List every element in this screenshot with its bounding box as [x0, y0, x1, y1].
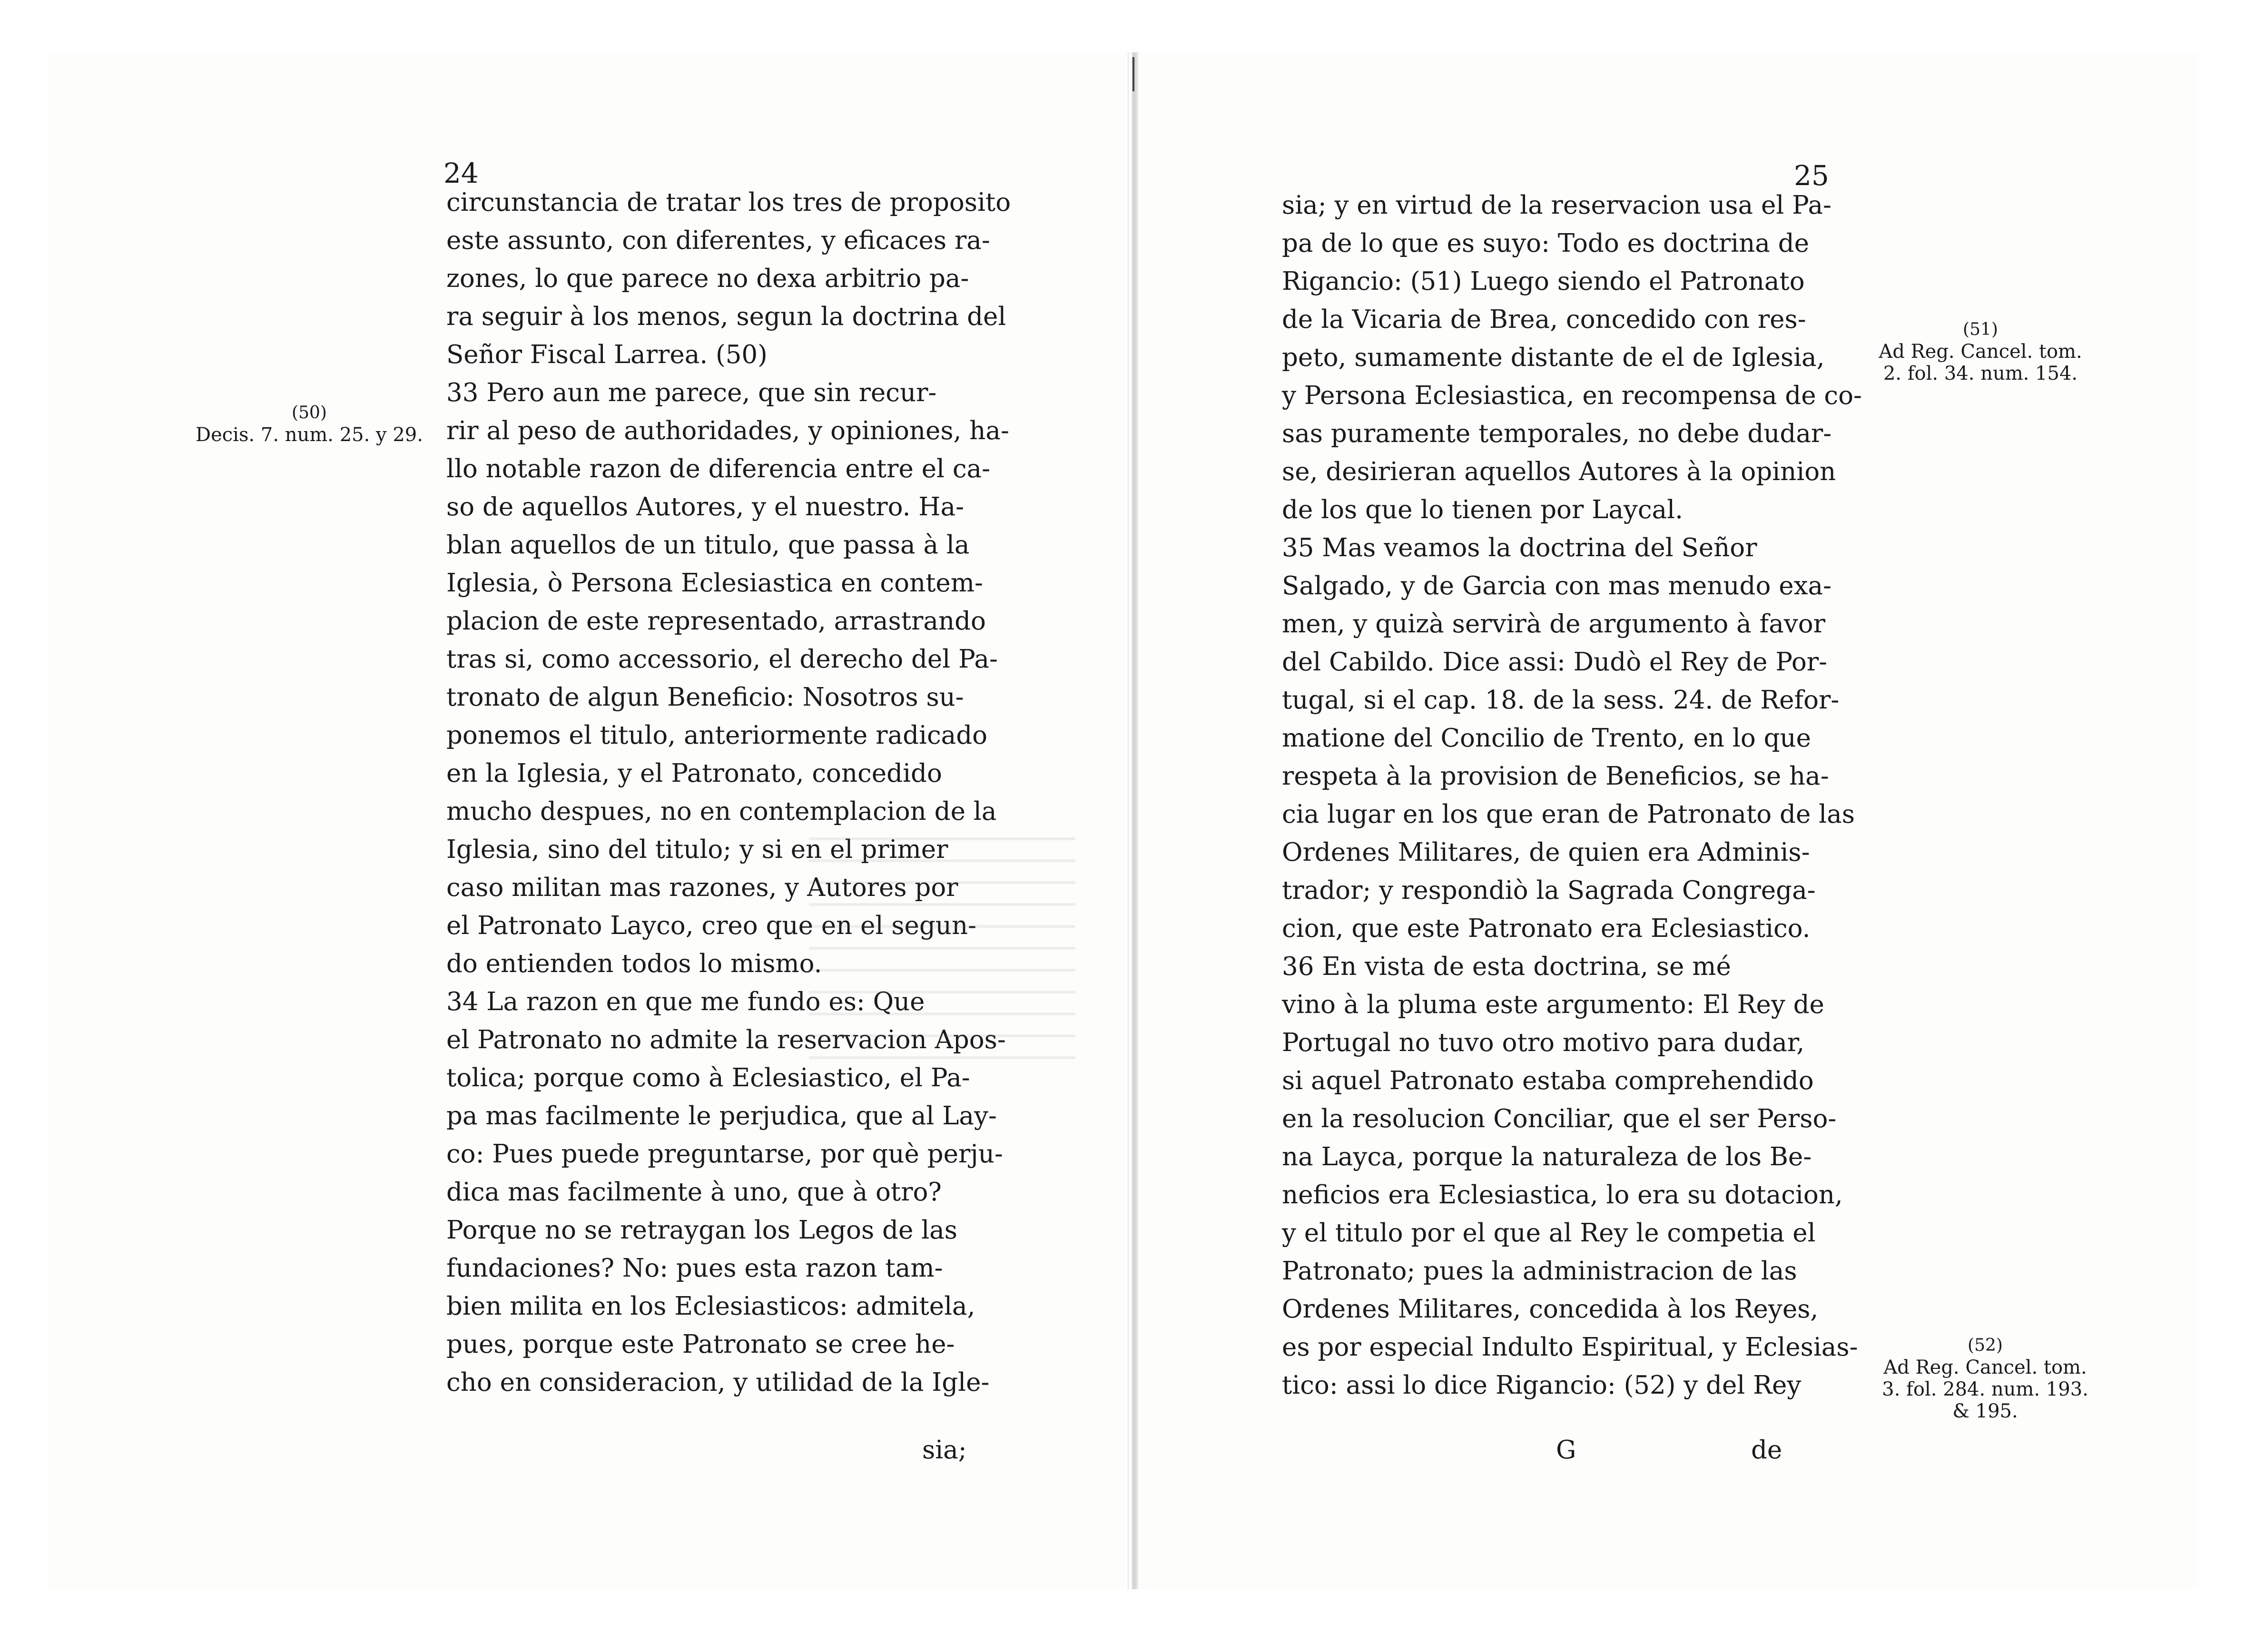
text-line: del Cabildo. Dice assi: Dudò el Rey de Por- [1282, 648, 1827, 677]
signature-mark: G [1556, 1436, 1576, 1465]
text-line: co: Pues puede preguntarse, por què perju- [446, 1140, 1003, 1169]
text-line: 35 Mas veamos la doctrina del Señor [1282, 533, 1757, 562]
text-line: rir al peso de authoridades, y opiniones, ha- [446, 416, 1009, 445]
text-line: este assunto, con diferentes, y eficaces ra- [446, 226, 990, 255]
text-line: pa mas facilmente le perjudica, que al Lay- [446, 1101, 997, 1131]
text-line: pa de lo que es suyo: Todo es doctrina de [1282, 229, 1810, 258]
text-line: mucho despues, no en contemplacion de la [446, 797, 997, 826]
text-line: 36 En vista de esta doctrina, se mé [1282, 952, 1731, 981]
gutter-mark [1132, 57, 1134, 91]
text-line: y Persona Eclesiastica, en recompensa de co- [1282, 381, 1862, 410]
text-line: caso militan mas razones, y Autores por [446, 873, 958, 902]
text-line: en la resolucion Conciliar, que el ser Perso- [1282, 1104, 1837, 1133]
text-line: tras si, como accessorio, el derecho del Pa- [446, 645, 998, 674]
marginal-note-ref: (50) [292, 403, 327, 423]
left-page-text [446, 184, 1011, 1402]
marginal-note-52 [1814, 1335, 2156, 1422]
text-line: trador; y respondiò la Sagrada Congrega- [1282, 876, 1816, 905]
book-gutter [1132, 52, 1137, 1589]
text-line: so de aquellos Autores, y el nuestro. Ha- [446, 492, 965, 521]
text-line: cion, que este Patronato era Eclesiastico. [1282, 914, 1811, 943]
marginal-note-text: 2. fol. 34. num. 154. [1883, 363, 2078, 384]
marginal-note-text: 3. fol. 284. num. 193. [1882, 1378, 2088, 1400]
text-line: cia lugar en los que eran de Patronato de las [1282, 800, 1855, 829]
text-line: na Layca, porque la naturaleza de los Be- [1282, 1142, 1812, 1171]
left-catchword: sia; [922, 1436, 967, 1465]
text-line: Salgado, y de Garcia con mas menudo exa- [1282, 571, 1832, 600]
marginal-note-text: Ad Reg. Cancel. tom. [1883, 1357, 2087, 1378]
text-line: zones, lo que parece no dexa arbitrio pa- [446, 264, 969, 293]
text-line: Porque no se retraygan los Legos de las [446, 1216, 957, 1245]
marginal-note-text: Ad Reg. Cancel. tom. [1879, 341, 2082, 363]
show-through-text [809, 837, 1075, 1066]
right-page-number: 25 [1794, 159, 1829, 192]
text-line: matione del Concilio de Trento, en lo que [1282, 724, 1812, 753]
text-line: de los que lo tienen por Laycal. [1282, 495, 1683, 524]
text-line: dica mas facilmente à uno, que à otro? [446, 1178, 942, 1207]
text-line: Señor Fiscal Larrea. (50) [446, 340, 768, 369]
text-line: fundaciones? No: pues esta razon tam- [446, 1254, 943, 1283]
text-line: tugal, si el cap. 18. de la sess. 24. de Refor- [1282, 686, 1840, 715]
text-line: sas puramente temporales, no debe dudar- [1282, 419, 1832, 448]
text-line: llo notable razon de diferencia entre el ca- [446, 454, 991, 483]
text-line: Portugal no tuvo otro motivo para dudar, [1282, 1028, 1805, 1057]
marginal-note-51 [1819, 319, 2142, 384]
text-line: Ordenes Militares, concedida à los Reyes, [1282, 1295, 1819, 1324]
right-catchword: de [1751, 1436, 1782, 1465]
text-line: Ordenes Militares, de quien era Adminis- [1282, 838, 1810, 867]
text-line: el Patronato no admite la reservacion Apos- [446, 1025, 1006, 1054]
marginal-note-50 [167, 402, 452, 446]
marginal-note-text: & 195. [1952, 1400, 2018, 1422]
left-page-number: 24 [443, 157, 479, 189]
text-line: vino à la pluma este argumento: El Rey de [1282, 990, 1824, 1019]
text-line: do entienden todos lo mismo. [446, 949, 822, 978]
text-line: ra seguir à los menos, segun la doctrina del [446, 302, 1006, 331]
right-page [1138, 52, 2198, 1589]
text-line: men, y quizà servirà de argumento à favor [1282, 610, 1825, 639]
text-line: de la Vicaria de Brea, concedido con res- [1282, 305, 1806, 334]
text-line: 33 Pero aun me parece, que sin recur- [446, 378, 937, 407]
text-line: neficios era Eclesiastica, lo era su dotacion, [1282, 1180, 1843, 1210]
text-line: Rigancio: (51) Luego siendo el Patronato [1282, 267, 1805, 296]
marginal-note-ref: (52) [1968, 1336, 2003, 1355]
text-line: sia; y en virtud de la reservacion usa el Pa- [1282, 191, 1831, 220]
text-line: Patronato; pues la administracion de las [1282, 1257, 1797, 1286]
text-line: 34 La razon en que me fundo es: Que [446, 987, 925, 1016]
text-line: pues, porque este Patronato se cree he- [446, 1330, 955, 1359]
text-line: circunstancia de tratar los tres de proposito [446, 188, 1011, 217]
text-line: Iglesia, sino del titulo; y si en el primer [446, 835, 948, 864]
text-line: peto, sumamente distante de el de Iglesia, [1282, 343, 1825, 372]
text-line: en la Iglesia, y el Patronato, concedido [446, 759, 942, 788]
marginal-note-text: Decis. 7. num. 25. y 29. [196, 424, 423, 446]
text-line: blan aquellos de un titulo, que passa à la [446, 531, 970, 560]
text-line: se, desirieran aquellos Autores à la opinion [1282, 457, 1836, 486]
text-line: y el titulo por el que al Rey le competia el [1282, 1219, 1816, 1248]
text-line: tronato de algun Beneficio: Nosotros su- [446, 683, 964, 712]
text-line: si aquel Patronato estaba comprehendido [1282, 1066, 1814, 1095]
right-page-text [1282, 187, 1862, 1405]
text-line: ponemos el titulo, anteriormente radicado [446, 721, 988, 750]
text-line: respeta à la provision de Beneficios, se ha- [1282, 762, 1829, 791]
text-line: placion de este representado, arrastrando [446, 607, 986, 636]
left-page [48, 52, 1128, 1589]
text-line: es por especial Indulto Espiritual, y Eclesias- [1282, 1333, 1858, 1362]
text-line: el Patronato Layco, creo que en el segun- [446, 911, 976, 940]
text-line: tico: assi lo dice Rigancio: (52) y del Rey [1282, 1371, 1802, 1400]
marginal-note-ref: (51) [1963, 320, 1998, 339]
text-line: tolica; porque como à Eclesiastico, el Pa- [446, 1063, 970, 1092]
text-line: cho en consideracion, y utilidad de la Igle- [446, 1368, 990, 1397]
text-line: Iglesia, ò Persona Eclesiastica en contem- [446, 569, 983, 598]
text-line: bien milita en los Eclesiasticos: admitela, [446, 1292, 975, 1321]
